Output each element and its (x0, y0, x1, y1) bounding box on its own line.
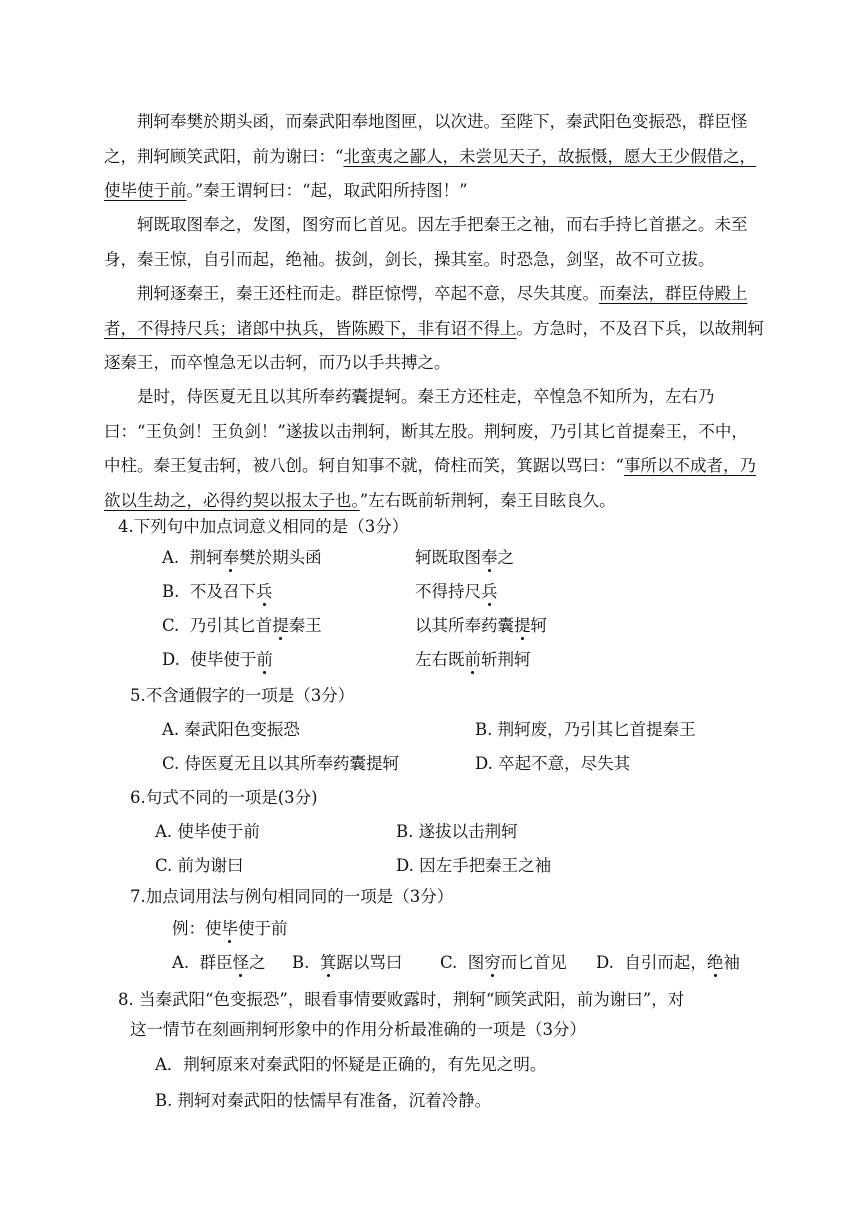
passage-paragraph-3: 荆轲逐秦王，秦王还柱而走。群臣惊愕，卒起不意，尽失其度。而秦法，群臣侍殿上者，不得持尺兵；诸郎中执兵，皆陈殿下，非有诏不得上。方急时，不及召下兵，以故荆轲逐秦王，而卒惶急无以击轲，而乃以手共搏之。 (104, 284, 764, 372)
emphasis-dot-char: 兵 (481, 582, 498, 601)
emphasis-dot-char: 怪 (232, 953, 250, 972)
q8-option-b: B. 荆轲对秦武阳的怯懦早有准备，沉着冷静。 (155, 1091, 492, 1110)
q4-option-b-right: 不得持尺兵 (415, 582, 498, 601)
question-8-stem-line-1: 8. 当秦武阳“色变振恐”，眼看事情要败露时，荆轲“顾笑武阳，前为谢曰”，对 (118, 990, 685, 1009)
q5-option-a: A. 秦武阳色变振恐 (162, 720, 300, 739)
q7-option-c: C. 图穷而匕首见 (440, 953, 567, 972)
q4-option-a-left: A. 荆轲奉樊於期头函 (162, 548, 322, 567)
q4-option-c-left: C. 乃引其匕首提秦王 (162, 616, 322, 635)
q5-option-b: B. 荆轲废，乃引其匕首提秦王 (475, 720, 696, 739)
q5-option-c: C. 侍医夏无且以其所奉药囊提轲 (162, 754, 400, 773)
emphasis-dot-char: 绝 (706, 953, 724, 972)
q4-option-a-right: 轲既取图奉之 (415, 548, 514, 567)
q6-option-b: B. 遂拔以击荆轲 (396, 822, 518, 841)
emphasis-dot-char: 奉 (222, 548, 240, 567)
emphasis-dot-char: 毕 (221, 919, 238, 938)
question-6-stem: 6.句式不同的一项是(3分) (130, 788, 318, 807)
passage-paragraph-4: 是时，侍医夏无且以其所奉药囊提轲。秦王方还柱走，卒惶急不知所为，左右乃曰：“王负剑！王负剑！”遂拔以击荆轲，断其左股。荆轲废，乃引其匕首提秦王，不中，中柱。秦王复击轲，被八创。轲自知事不就，倚柱而笑，箕踞以骂曰：“事所以不成者，乃欲以生劫之，必得约契以报太子也。”左右既前斩荆轲，秦王目眩良久。 (104, 387, 756, 510)
q7-option-d: D. 自引而起，绝袖 (596, 953, 740, 972)
question-4-stem: 4.下列句中加点词意义相同的是（3分） (118, 517, 409, 536)
q5-option-d: D. 卒起不意，尽失其 (475, 754, 631, 773)
passage-paragraph-1: 荆轲奉樊於期头函，而秦武阳奉地图匣，以次进。至陛下，秦武阳色变振恐，群臣怪之，荆轲顾笑武阳，前为谢曰：“北蛮夷之鄙人，未尝见天子，故振慑，愿大王少假借之，使毕使于前。”秦王谓轲曰：“起，取武阳所持图！” (104, 112, 756, 200)
underlined-sentence: 而秦法，群臣侍殿上者，不得持尺兵；诸郎中执兵，皆陈殿下，非有诏不得上 (104, 284, 748, 338)
emphasis-dot-char: 箕 (319, 953, 337, 972)
emphasis-dot-char: 提 (272, 616, 289, 635)
q8-option-a: A．荆轲原来对秦武阳的怀疑是正确的，有先见之明。 (155, 1055, 547, 1074)
q4-option-d-right: 左右既前斩荆轲 (415, 650, 531, 669)
q4-option-b-left: B. 不及召下兵 (162, 582, 273, 601)
q4-option-c-right: 以其所奉药囊提轲 (415, 616, 547, 635)
question-5-stem: 5.不含通假字的一项是（3分） (130, 686, 355, 705)
emphasis-dot-char: 兵 (255, 582, 273, 601)
question-7-stem: 7.加点词用法与例句相同同的一项是（3分） (130, 887, 454, 906)
q6-option-d: D. 因左手把秦王之袖 (396, 856, 552, 875)
underlined-sentence: 北蛮夷之鄙人，未尝见天子，故振慑，愿大王少假借之，使毕使于前 (104, 146, 756, 200)
emphasis-dot-char: 前 (256, 650, 273, 669)
q7-option-b: B. 箕踞以骂曰 (292, 953, 403, 972)
q6-option-c: C. 前为谢曰 (155, 856, 244, 875)
emphasis-dot-char: 奉 (481, 548, 498, 567)
emphasis-dot-char: 前 (464, 650, 481, 669)
emphasis-dot-char: 穷 (484, 953, 501, 972)
emphasis-dot-char: 提 (514, 616, 531, 635)
q4-option-d-left: D. 使毕使于前 (162, 650, 273, 669)
question-8-stem-line-2: 这一情节在刻画荆轲形象中的作用分析最准确的一项是（3分） (130, 1020, 586, 1039)
underlined-sentence: 事所以不成者，乃欲以生劫之，必得约契以报太子也。 (104, 456, 756, 510)
q6-option-a: A. 使毕使于前 (155, 822, 260, 841)
q7-example: 例：使毕使于前 (172, 919, 288, 938)
q7-option-a: A. 群臣怪之 (172, 953, 266, 972)
passage-paragraph-2: 轲既取图奉之，发图，图穷而匕首见。因左手把秦王之袖，而右手持匕首揕之。未至身，秦王惊，自引而起，绝袖。拔剑，剑长，操其室。时恐急，剑坚，故不可立拔。 (104, 215, 748, 269)
